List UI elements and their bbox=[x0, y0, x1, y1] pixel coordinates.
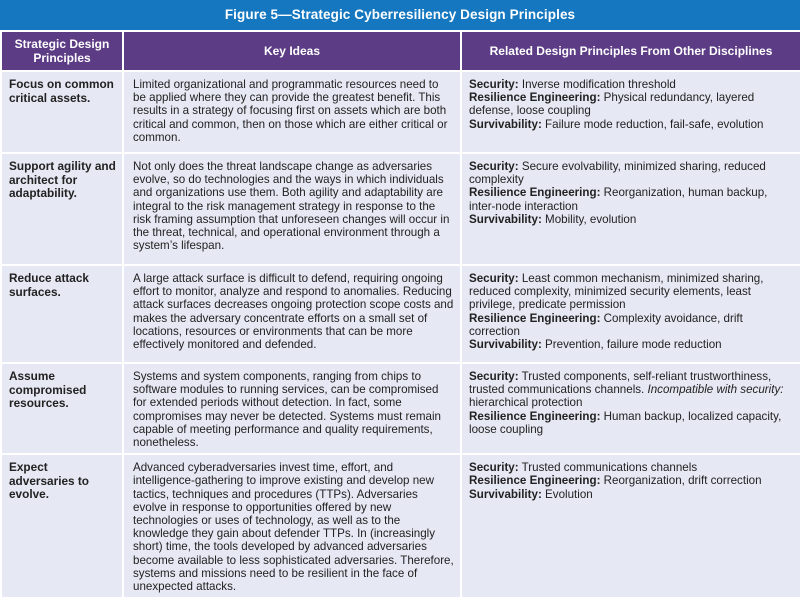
related-text: hierarchical protection bbox=[469, 396, 583, 410]
related-line bbox=[469, 488, 794, 501]
related-principles-cell bbox=[461, 363, 800, 454]
related-label: Security: bbox=[469, 78, 519, 91]
related-text: Inverse modification threshold bbox=[518, 78, 676, 91]
related-label: Security: bbox=[469, 461, 519, 475]
key-ideas-cell: A large attack surface is difficult to defend, requiring ongoing effort to monitor, analyze and respond to anomalies. Reducing attack surfaces decreases ongoing protection scope costs and makes the adversary concentrate efforts on a small set of locations, resources or environments that can be more effectively monitored and defended. bbox=[123, 265, 461, 363]
principle-cell: Focus on common critical assets. bbox=[1, 71, 123, 153]
principle-cell: Support agility and architect for adaptability. bbox=[1, 153, 123, 265]
related-text: Complexity avoidance, drift correction bbox=[469, 311, 743, 338]
related-principles-cell bbox=[461, 454, 800, 598]
related-label: Security: bbox=[469, 370, 519, 383]
related-principles-cell bbox=[461, 153, 800, 265]
related-line bbox=[469, 186, 794, 212]
related-line bbox=[469, 118, 794, 131]
key-ideas-cell: Advanced cyberadversaries invest time, effort, and intelligence-gathering to improve existing and develop new tactics, techniques and procedures (TTPs). Adversaries evolve in response to opportunities offered by new technologies or uses of technology, as well as to the knowledge they gain about defender TTPs. In (increasingly short) time, the tools developed by advanced adversaries become available to less sophisticated adversaries. Therefore, systems and missions need to be resilient in the face of unexpected attacks. bbox=[123, 454, 461, 598]
related-line bbox=[469, 312, 794, 338]
related-line bbox=[469, 338, 794, 351]
related-principles-cell bbox=[461, 71, 800, 153]
table-row bbox=[1, 265, 800, 363]
related-label: Resilience Engineering: bbox=[469, 186, 601, 200]
related-text: Human backup, localized capacity, loose coupling bbox=[469, 409, 782, 436]
related-line bbox=[469, 213, 794, 226]
related-text: Physical redundancy, layered defense, loose coupling bbox=[469, 91, 755, 118]
related-label: Resilience Engineering: bbox=[469, 91, 601, 105]
related-label: Resilience Engineering: bbox=[469, 474, 601, 488]
related-text: Reorganization, drift correction bbox=[600, 474, 762, 488]
related-label: Resilience Engineering: bbox=[469, 311, 601, 325]
related-line bbox=[469, 370, 794, 410]
related-text: Failure mode reduction, fail-safe, evolution bbox=[541, 117, 764, 131]
related-text: Evolution bbox=[541, 487, 593, 501]
key-ideas-cell: Not only does the threat landscape change as adversaries evolve, so do technologies and the ways in which individuals and organizations use them. Both agility and adaptability are integral to the risk management strategy in response to the risk framing assumption that unforeseen changes will occur in the threat, technical, and operational environment through a system’s lifespan. bbox=[123, 153, 461, 265]
table-header-row bbox=[1, 31, 800, 71]
related-line bbox=[469, 272, 794, 312]
related-text: Least common mechanism, minimized sharing, reduced complexity, minimized security elements, least privilege, predicate permission bbox=[469, 272, 764, 312]
figure-title: Figure 5—Strategic Cyberresiliency Design Principles bbox=[0, 0, 800, 30]
key-ideas-cell: Systems and system components, ranging from chips to software modules to running services, can be compromised for extended periods without detection. In fact, some compromises may never be detected. Systems must remain capable of meeting performance and quality requirements, nonetheless. bbox=[123, 363, 461, 454]
table-row bbox=[1, 454, 800, 598]
related-label: Survivability: bbox=[469, 338, 542, 352]
related-principles-cell bbox=[461, 265, 800, 363]
related-label: Security: bbox=[469, 272, 519, 285]
related-line bbox=[469, 78, 794, 91]
related-text: Trusted communications channels bbox=[518, 461, 698, 475]
header-key-ideas: Key Ideas bbox=[123, 31, 461, 71]
related-text: Reorganization, human backup, inter-node interaction bbox=[469, 186, 768, 213]
related-text: Secure evolvability, minimized sharing, reduced complexity bbox=[469, 160, 766, 187]
related-label: Survivability: bbox=[469, 487, 542, 501]
related-label: Survivability: bbox=[469, 117, 542, 131]
related-text: Trusted components, self-reliant trustworthiness, trusted communications channels. bbox=[469, 370, 772, 397]
design-principles-table bbox=[0, 30, 800, 599]
key-ideas-cell: Limited organizational and programmatic resources need to be applied where they can provide the greatest benefit. This results in a strategy of focusing first on assets which are both critical and common, then on those which are either critical or common. bbox=[123, 71, 461, 153]
principle-cell: Assume compromised resources. bbox=[1, 363, 123, 454]
related-line bbox=[469, 474, 794, 487]
related-label: Survivability: bbox=[469, 212, 542, 226]
table-row bbox=[1, 71, 800, 153]
related-label: Security: bbox=[469, 160, 519, 173]
related-line bbox=[469, 91, 794, 117]
related-label: Resilience Engineering: bbox=[469, 409, 601, 423]
principle-cell: Reduce attack surfaces. bbox=[1, 265, 123, 363]
table-row bbox=[1, 153, 800, 265]
related-text: Prevention, failure mode reduction bbox=[541, 338, 722, 352]
related-line bbox=[469, 410, 794, 436]
header-strategic-design-principles: Strategic Design Principles bbox=[1, 31, 123, 71]
related-line bbox=[469, 160, 794, 186]
table-row bbox=[1, 363, 800, 454]
related-line bbox=[469, 461, 794, 474]
related-italic-note: Incompatible with security: bbox=[647, 383, 784, 397]
related-text: Mobility, evolution bbox=[541, 212, 637, 226]
header-related-principles: Related Design Principles From Other Disciplines bbox=[461, 31, 800, 71]
principle-cell: Expect adversaries to evolve. bbox=[1, 454, 123, 598]
